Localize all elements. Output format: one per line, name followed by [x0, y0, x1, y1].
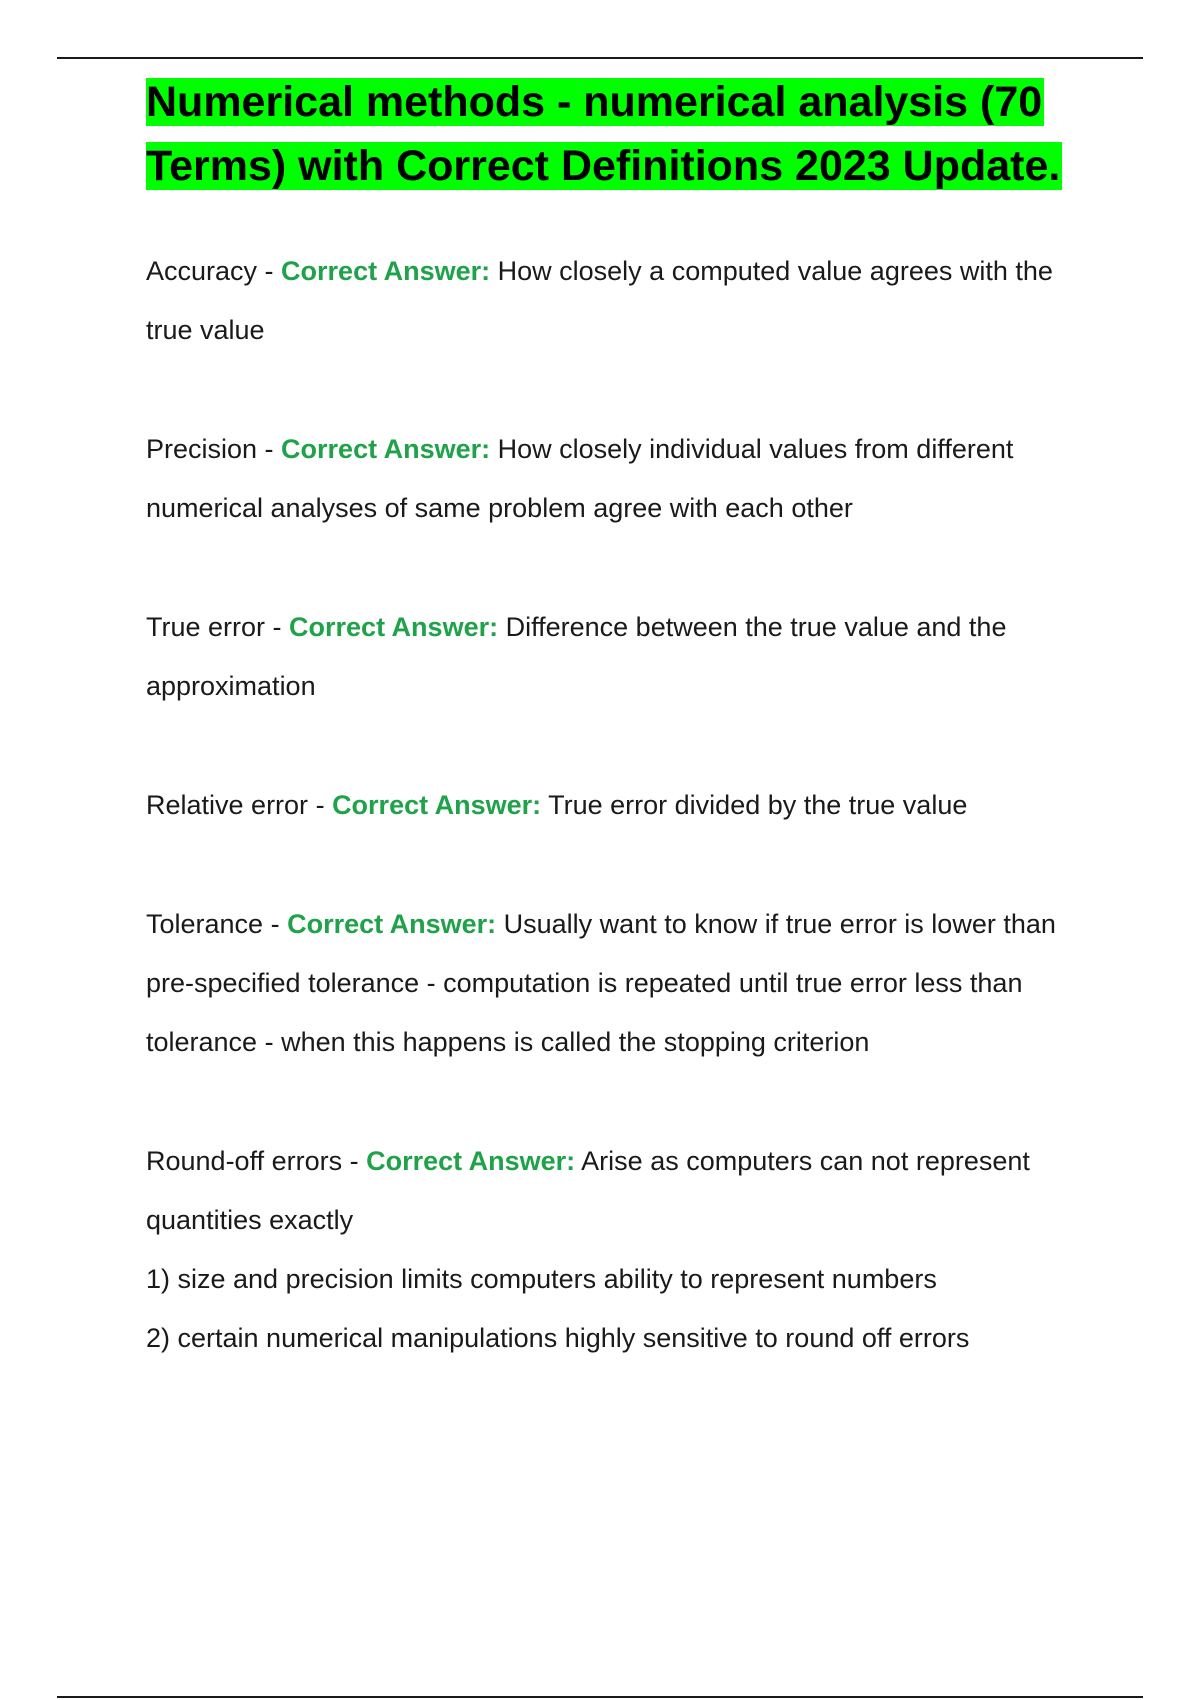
definition: True error divided by the true value: [548, 790, 968, 820]
list-item: [146, 242, 1106, 360]
answer-label: Correct Answer:: [366, 1146, 576, 1176]
top-rule: [57, 57, 1143, 59]
definition: Usually want to know if true error is lower than pre-specified tolerance - computation is repeated until true error less than tolerance - when this happens is called the stopping criterion: [146, 909, 1056, 1057]
answer-label: Correct Answer:: [332, 790, 542, 820]
term-list: [146, 242, 1106, 1368]
definition-line: 1) size and precision limits computers ability to represent numbers: [146, 1264, 937, 1294]
title-highlight: Numerical methods - numerical analysis (70 Terms) with Correct Definitions 2023 Update.: [146, 78, 1061, 190]
definition: How closely a computed value agrees with the true value: [146, 256, 1053, 345]
separator: -: [257, 434, 282, 464]
answer-label: Correct Answer:: [281, 434, 491, 464]
list-item: [146, 420, 1106, 538]
term: Accuracy: [146, 256, 258, 286]
answer-label: Correct Answer:: [281, 256, 491, 286]
term: Tolerance: [146, 909, 264, 939]
term: Round-off errors: [146, 1146, 343, 1176]
definition: How closely individual values from different numerical analyses of same problem agree with each other: [146, 434, 1014, 523]
term: True error: [146, 612, 266, 642]
definition: Difference between the true value and the approximation: [146, 612, 1007, 701]
separator: -: [257, 256, 282, 286]
separator: -: [308, 790, 333, 820]
list-item: [146, 776, 1106, 835]
separator: -: [265, 612, 290, 642]
answer-label: Correct Answer:: [287, 909, 497, 939]
term: Relative error: [146, 790, 309, 820]
definition-line: 2) certain numerical manipulations highly sensitive to round off errors: [146, 1323, 970, 1353]
list-item: [146, 1132, 1106, 1368]
document-body: [146, 70, 1106, 1428]
separator: -: [342, 1146, 367, 1176]
answer-label: Correct Answer:: [289, 612, 499, 642]
separator: -: [263, 909, 288, 939]
document-title: [146, 70, 1106, 198]
term: Precision: [146, 434, 258, 464]
definition: Arise as computers can not represent quantities exactly: [146, 1146, 1030, 1235]
bottom-rule: [57, 1696, 1143, 1698]
list-item: [146, 598, 1106, 716]
list-item: [146, 895, 1106, 1072]
